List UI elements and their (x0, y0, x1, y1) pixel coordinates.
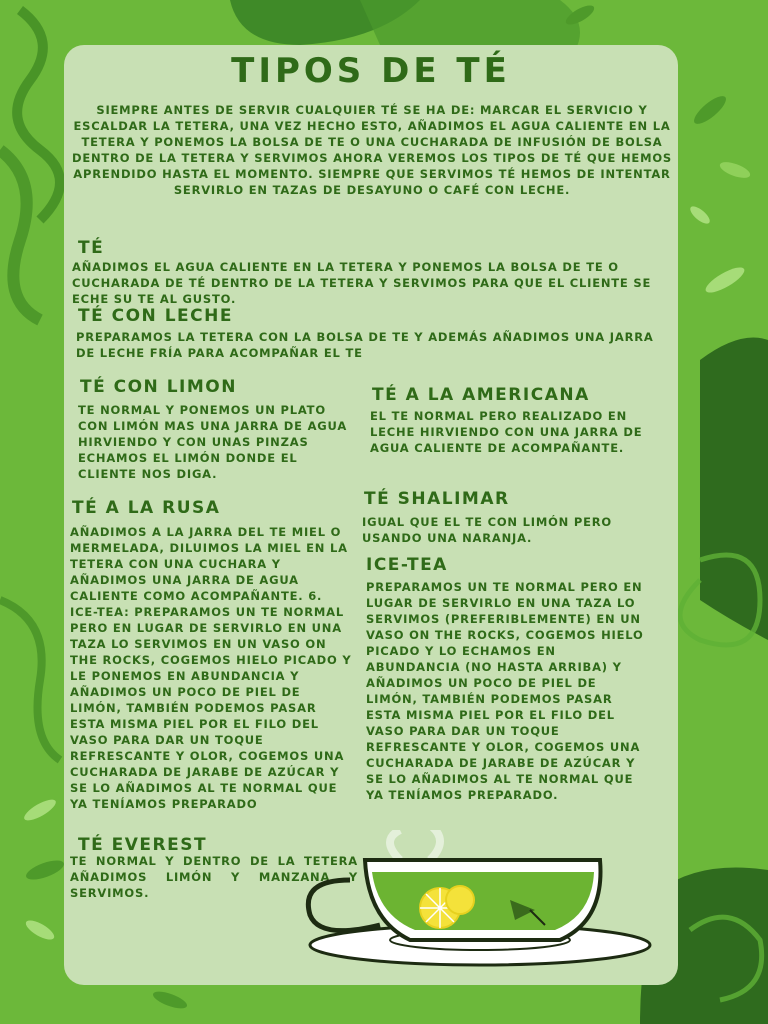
body-te-rusa: AÑADIMOS A LA JARRA DEL TE MIEL O MERMELADA, DILUIMOS LA MIEL EN LA TETERA CON UNA CUCHARA Y AÑADIMOS UNA JARRA DE AGUA CALIENTE COMO ACOMPAÑANTE. 6. ICE-TEA: PREPARAMOS UN TE NORMAL PERO EN LUGAR DE SERVIRLO EN UNA TAZA LO SERVIMOS EN UN VASO ON THE ROCKS, COGEMOS HIELO PICADO Y LE PONEMOS EN ABUNDANCIA Y AÑADIMOS UN POCO DE PIEL DE LIMÓN, TAMBIÉN PODEMOS PASAR ESTA MISMA PIEL POR EL FILO DEL VASO PARA DAR UN TOQUE REFRESCANTE Y OLOR, COGEMOS UNA CUCHARADA DE JARABE DE AZÚCAR Y SE LO AÑADIMOS AL TE NORMAL QUE YA TENÍAMOS PREPARADO (70, 525, 352, 811)
body-ice-tea: PREPARAMOS UN TE NORMAL PERO EN LUGAR DE SERVIRLO EN UNA TAZA LO SERVIMOS (PREFERIBLEMENTE) EN UN VASO ON THE ROCKS, COGEMOS HIELO PICADO Y LO ECHAMOS EN ABUNDANCIA (NO HASTA ARRIBA) Y AÑADIMOS UN POCO DE PIEL DE LIMÓN, TAMBIÉN PODEMOS PASAR ESTA MISMA PIEL POR EL FILO DEL VASO PARA DAR UN TOQUE REFRESCANTE Y OLOR, COGEMOS UNA CUCHARADA DE JARABE DE AZÚCAR Y SE LO AÑADIMOS AL TE NORMAL QUE YA TENÍAMOS PREPARADO. (366, 580, 644, 802)
heading-te-rusa: TÉ A LA RUSA (72, 498, 221, 518)
tea-leaf-icon (702, 263, 747, 297)
heading-te-con-leche: TÉ CON LECHE (78, 306, 233, 326)
body-te-con-leche: PREPARAMOS LA TETERA CON LA BOLSA DE TE Y ADEMÁS AÑADIMOS UNA JARRA DE LECHE FRÍA PARA ACOMPAÑAR EL TE (76, 330, 654, 360)
tea-cup-icon (300, 830, 660, 990)
body-te-americana: EL TE NORMAL PERO REALIZADO EN LECHE HIRVIENDO CON UNA JARRA DE AGUA CALIENTE DE ACOMPAÑANTE. (370, 409, 643, 455)
tea-leaf-icon (21, 796, 58, 824)
tea-leaf-icon (718, 159, 752, 181)
heading-ice-tea: ICE-TEA (366, 555, 448, 575)
heading-te-con-limon: TÉ CON LIMON (80, 377, 237, 397)
tea-leaf-icon (23, 917, 57, 943)
heading-te-everest: TÉ EVEREST (78, 835, 208, 855)
heading-te-americana: TÉ A LA AMERICANA (372, 385, 590, 405)
tea-leaf-icon (688, 203, 713, 226)
body-te-con-limon: TE NORMAL Y PONEMOS UN PLATO CON LIMÓN MAS UNA JARRA DE AGUA HIRVIENDO Y CON UNAS PINZAS ECHAMOS EL LIMÓN DONDE EL CLIENTE NOS DIGA. (78, 403, 348, 481)
tea-leaf-icon (151, 988, 189, 1012)
body-te: AÑADIMOS EL AGUA CALIENTE EN LA TETERA Y PONEMOS LA BOLSA DE TE O CUCHARADA DE TÉ DENTRO DE LA TETERA Y SERVIMOS PARA QUE EL CLIENTE SE ECHE SU TE AL GUSTO. (72, 260, 652, 306)
tea-leaf-icon (24, 857, 66, 884)
heading-te: TÉ (78, 238, 105, 258)
swirl-left-2 (0, 150, 40, 320)
body-te-shalimar: IGUAL QUE EL TE CON LIMÓN PERO USANDO UNA NARANJA. (362, 515, 613, 545)
page-title: TIPOS DE TÉ (231, 51, 511, 91)
intro-text: SIEMPRE ANTES DE SERVIR CUALQUIER TÉ SE HA DE: MARCAR EL SERVICIO Y ESCALDAR LA TETERA, UNA VEZ HECHO ESTO, AÑADIMOS EL AGUA CALIENTE EN LA TETERA Y PONEMOS LA BOLSA DE TE O UNA CUCHARADA DE INFUSIÓN DE BOLSA DENTRO DE LA TETERA Y SERVIMOS AHORA VEREMOS LOS TIPOS DE TÉ QUE HEMOS APRENDIDO HASTA EL MOMENTO. SIEMPRE QUE SERVIMOS TÉ HEMOS DE INTENTAR SERVIRLO EN TAZAS DE DESAYUNO O CAFÉ CON LECHE. (71, 103, 672, 197)
tea-leaf-icon (690, 92, 730, 128)
swirl-left-3 (0, 600, 60, 760)
body-te-everest: TE NORMAL Y DENTRO DE LA TETERA AÑADIMOS LIMÓN Y MANZANA Y SERVIMOS. (70, 854, 358, 900)
heading-te-shalimar: TÉ SHALIMAR (364, 489, 510, 509)
